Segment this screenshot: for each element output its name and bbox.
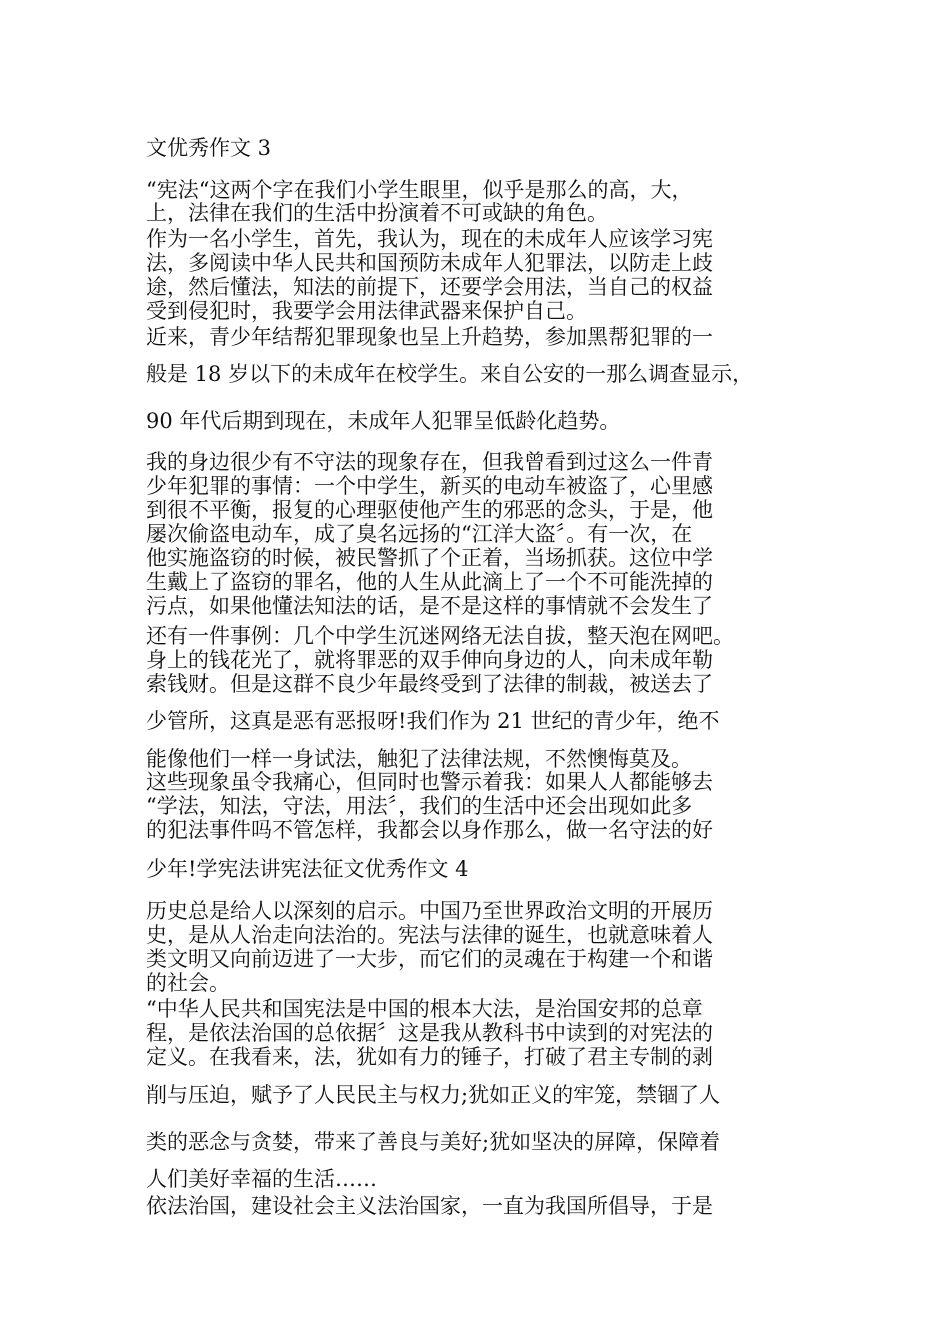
text-line: 90 年代后期到现在，未成年人犯罪呈低龄化趋势。 [146,409,621,433]
text-line: 般是 18 岁以下的未成年在校学生。来自公安的一那么调查显示， [146,362,754,386]
text-line: 的犯法事件吗不管怎样，我都会以身作那么，做一名守法的好 [146,818,713,842]
text-line: 上，法律在我们的生活中扮演着不可或缺的角色。 [146,201,608,225]
text-line: 污点，如果他懂法知法的话，是不是这样的事情就不会发生了 [146,594,713,618]
text-line: 削与压迫，赋予了人民民主与权力;犹如正义的牢笼，禁锢了人 [146,1083,721,1107]
text-line: 少管所，这真是恶有恶报呀!我们作为 21 世纪的青少年，绝不 [146,709,720,733]
text-line: 历史总是给人以深刻的启示。中国乃至世界政治文明的开展历 [146,899,713,923]
text-line: 受到侵犯时，我要学会用法律武器来保护自己。 [146,299,587,323]
text-line: 我的身边很少有不守法的现象存在，但我曾看到过这么一件青 [146,450,713,474]
text-line: 能像他们一样一身试法，触犯了法律法规，不然懊悔莫及。 [146,747,692,771]
text-line: 的社会。 [146,971,230,995]
text-line: 依法治国，建设社会主义法治国家，一直为我国所倡导，于是 [146,1194,713,1218]
text-line: 这些现象虽令我痛心，但同时也警示着我：如果人人都能够去 [146,770,713,794]
text-line: 身上的钱花光了，就将罪恶的双手伸向身边的人，向未成年勒 [146,648,713,672]
text-line: 法，多阅读中华人民共和国预防未成年人犯罪法，以防走上歧 [146,251,713,275]
text-line: 到很不平衡，报复的心理驱使他产生的邪恶的念头，于是，他 [146,498,713,522]
text-line: 人们美好幸福的生活…… [146,1167,377,1191]
text-line: 近来，青少年结帮犯罪现象也呈上升趋势，参加黑帮犯罪的一 [146,325,713,349]
text-line: 定义。在我看来，法，犹如有力的锤子，打破了君主专制的剥 [146,1045,713,1069]
text-line: 程，是依法治国的总依据〞这是我从教科书中读到的对宪法的 [146,1021,713,1045]
text-line: 途，然后懂法，知法的前提下，还要学会用法，当自己的权益 [146,275,713,299]
text-line: “中华人民共和国宪法是中国的根本大法，是治国安邦的总章 [146,997,703,1021]
text-line: 屡次偷盗电动车，成了臭名远扬的“江洋大盗〞。有一次，在 [146,522,693,546]
text-line: 生戴上了盗窃的罪名，他的人生从此滴上了一个不可能洗掉的 [146,570,713,594]
text-line: “学法，知法，守法，用法〞，我们的生活中还会出现如此多 [146,794,693,818]
text-line: 类文明又向前迈进了一大步，而它们的灵魂在于构建一个和谐 [146,947,713,971]
text-line: 史，是从人治走向法治的。宪法与法律的诞生，也就意味着人 [146,923,713,947]
text-line: 他实施盗窃的时候，被民警抓了个正着，当场抓获。这位中学 [146,546,713,570]
text-line: 还有一件事例：几个中学生沉迷网络无法自拔，整天泡在网吧。 [146,624,734,648]
text-line: “宪法“这两个字在我们小学生眼里，似乎是那么的高，大， [146,178,693,202]
text-line: 少年!学宪法讲宪法征文优秀作文 4 [146,857,469,881]
text-line: 少年犯罪的事情：一个中学生，新买的电动车被盗了，心里感 [146,474,713,498]
text-line: 文优秀作文 3 [146,136,272,160]
text-line: 作为一名小学生，首先，我认为，现在的未成年人应该学习宪 [146,227,713,251]
text-line: 类的恶念与贪婪，带来了善良与美好;犹如坚决的屏障，保障着 [146,1130,721,1154]
text-line: 索钱财。但是这群不良少年最终受到了法律的制裁，被送去了 [146,672,713,696]
